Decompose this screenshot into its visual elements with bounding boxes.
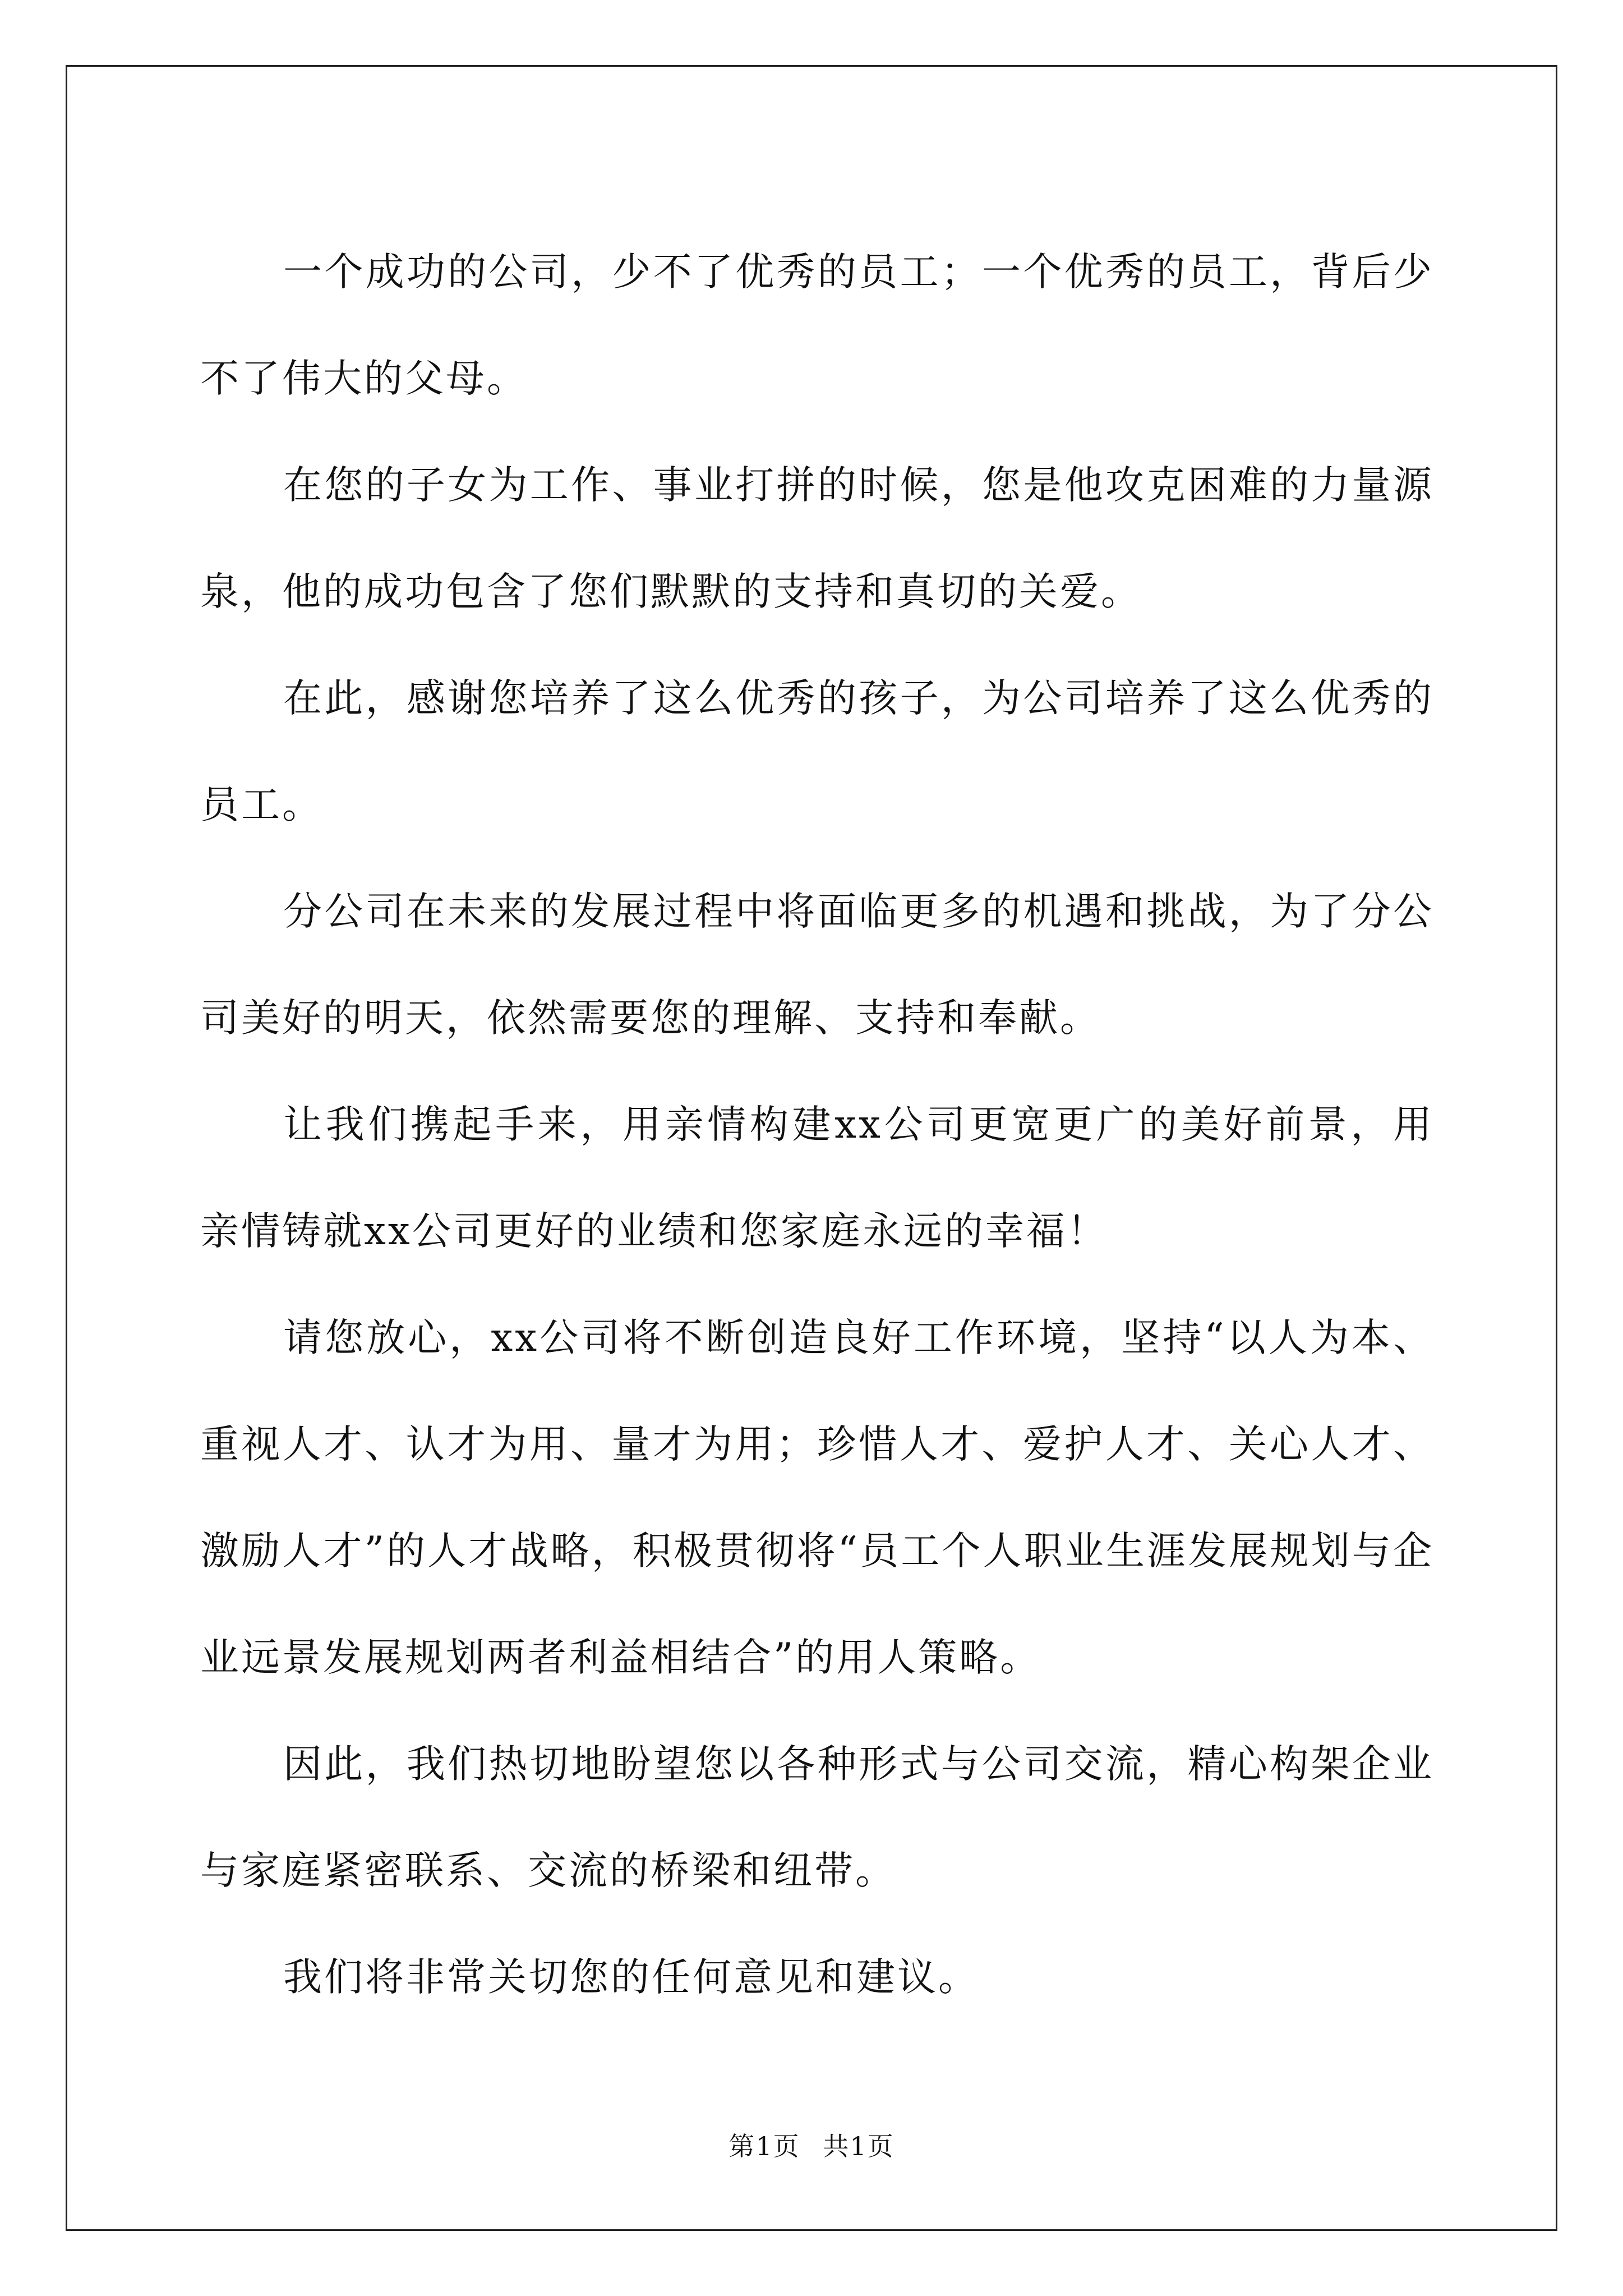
paragraph: 在此，感谢您培养了这么优秀的孩子，为公司培养了这么优秀的员工。 (200, 676, 1434, 827)
page-footer (0, 2126, 1623, 2163)
paragraph: 因此，我们热切地盼望您以各种形式与公司交流，精心构架企业与家庭紧密联系、交流的桥梁和纽带。 (200, 1742, 1434, 1893)
paragraph: 我们将非常关切您的任何意见和建议。 (283, 1955, 979, 2000)
paragraph: 请您放心，xx公司将不断创造良好工作环境，坚持“以人为本、重视人才、认才为用、量才为用；珍惜人才、爱护人才、关心人才、激励人才”的人才战略，积极贯彻将“员工个人职业生涯发展规划与企业远景发展规划两者利益相结合”的用人策略。 (200, 1315, 1434, 1680)
page-number: 第1页 (728, 2131, 800, 2161)
document-body (200, 219, 1434, 2031)
paragraph: 让我们携起手来，用亲情构建xx公司更宽更广的美好前景，用亲情铸就xx公司更好的业绩和您家庭永远的幸福！ (200, 1102, 1434, 1254)
page-total: 共1页 (823, 2131, 895, 2161)
paragraph: 分公司在未来的发展过程中将面临更多的机遇和挑战，为了分公司美好的明天，依然需要您的理解、支持和奉献。 (200, 889, 1434, 1041)
paragraph: 一个成功的公司，少不了优秀的员工；一个优秀的员工，背后少不了伟大的父母。 (200, 250, 1434, 401)
paragraph: 在您的子女为工作、事业打拼的时候，您是他攻克困难的力量源泉，他的成功包含了您们默默的支持和真切的关爱。 (200, 463, 1434, 614)
